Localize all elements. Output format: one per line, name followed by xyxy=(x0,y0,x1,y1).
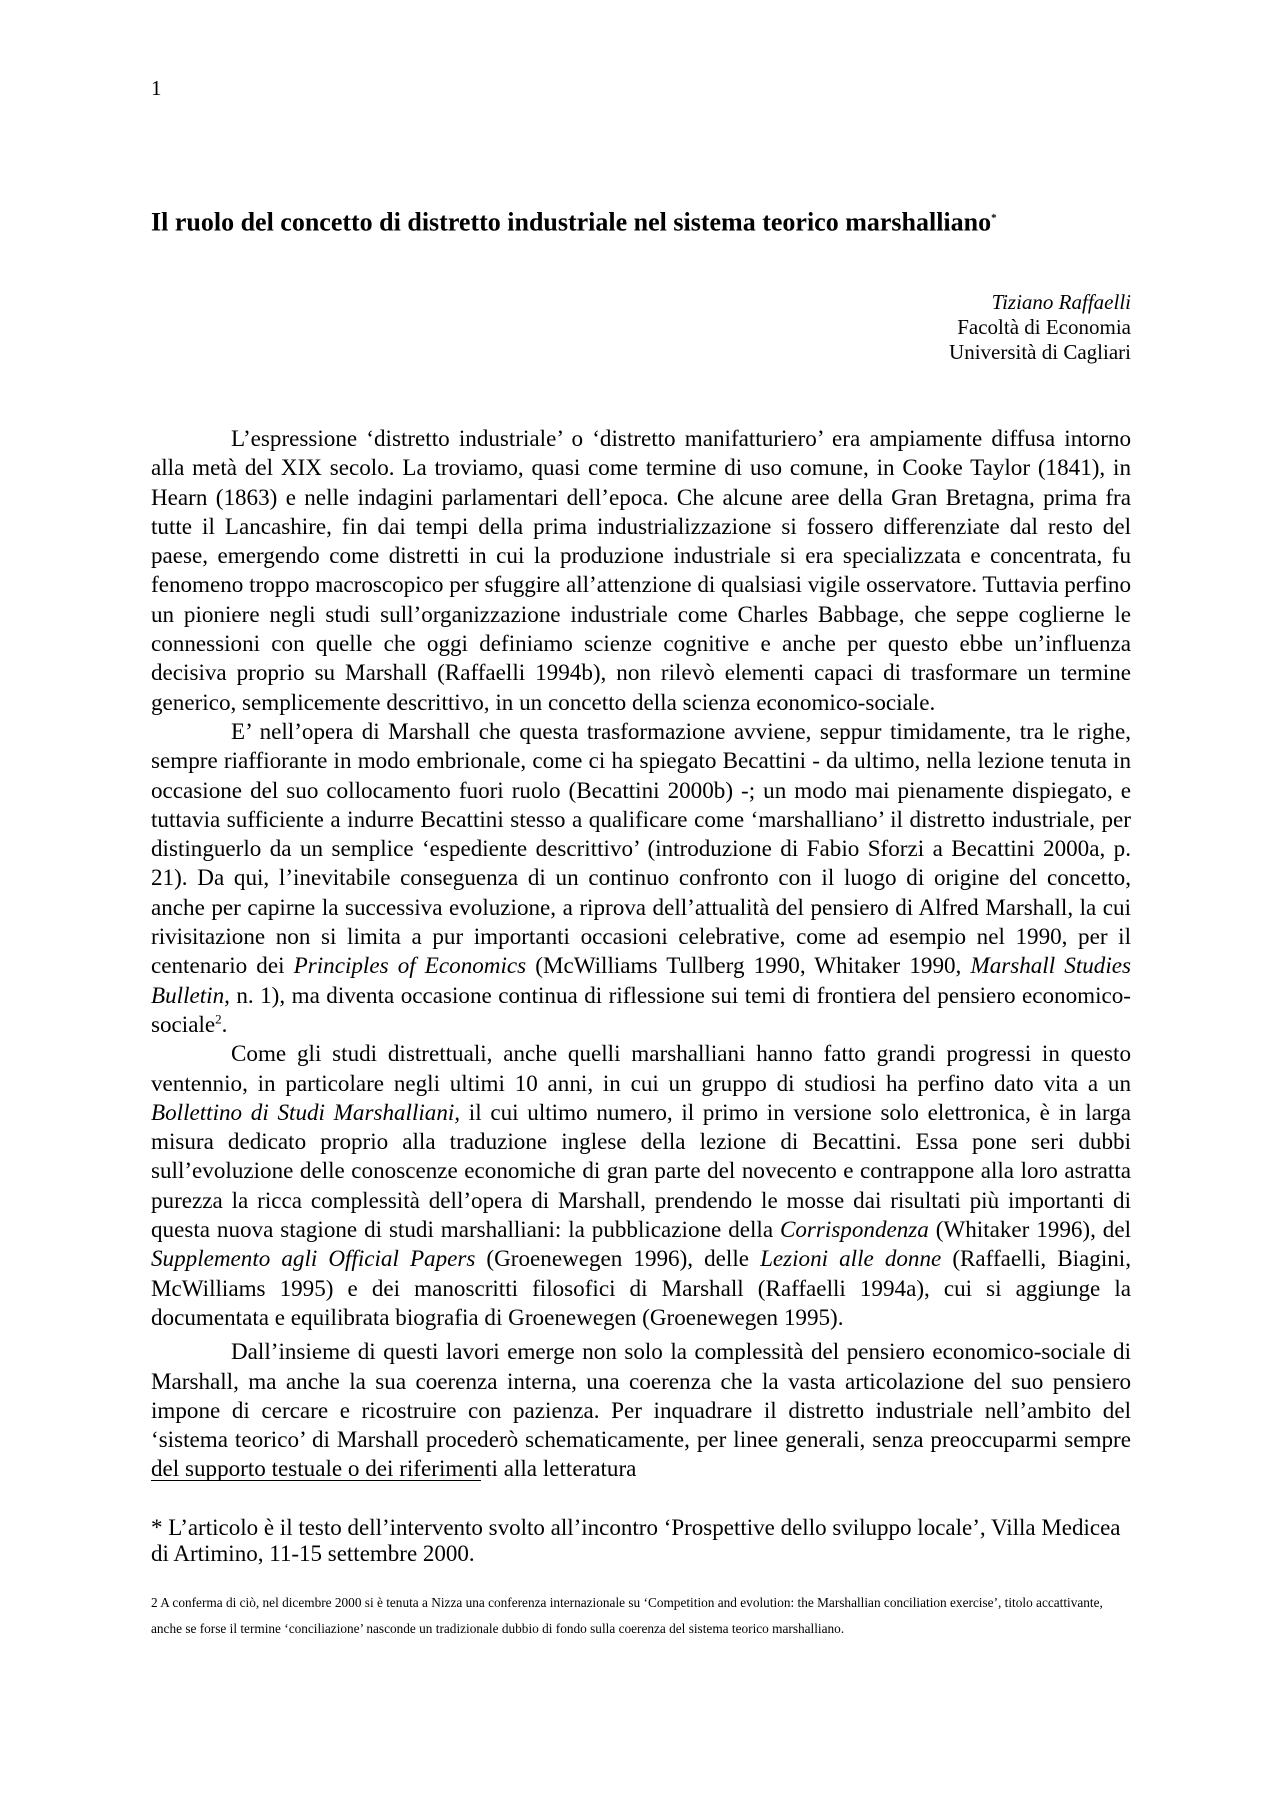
p2-book-title: Principles of Economics xyxy=(293,952,527,979)
p2-text-c: n. 1), ma diventa occasione continua di riflessione sui temi di frontiera del pensiero economico-sociale xyxy=(151,981,1131,1037)
page-number: 1 xyxy=(151,76,162,100)
title-footnote-mark: * xyxy=(991,212,997,224)
p3-text-a: Come gli studi distrettuali, anche quelli marshalliani hanno fatto grandi progressi in questo ventennio, in particolare negli ultimi 10 anni, in cui un gruppo di studiosi ha perfino dato vita a un xyxy=(151,1040,1131,1096)
p3-text-c: (Whitaker 1996), del xyxy=(928,1216,1131,1243)
p2-journal-title: Marshall Studies Bulletin, xyxy=(151,952,1131,1008)
footnote-2: 2 A conferma di ciò, nel dicembre 2000 si è tenuta a Nizza una conferenza internazionale su ‘Competition and evolution: the Marshallian conciliation exercise’, titolo accattivante, anche se forse il termine ‘conciliazione’ nasconde un tradizionale dubbio di fondo sulla coerenza del sistema teorico marshalliano. xyxy=(151,1595,1103,1636)
p2-text-b: (McWilliams Tullberg 1990, Whitaker 1990, xyxy=(526,952,971,979)
p3-lezioni-title: Lezioni alle donne xyxy=(760,1245,942,1272)
paragraph-1: L’espressione ‘distretto industriale’ o ‘distretto manifatturiero’ era ampiamente diffusa intorno alla metà del XIX secolo. La troviamo, quasi come termine di uso comune, in Cooke Taylor (1841), in Hearn (1863) e nelle indagini parlamentari dell’epoca. Che alcune aree della Gran Bretagna, prima fra tutte il Lancashire, fin dai tempi della prima industrializzazione si fossero differenziate dal resto del paese, emergendo come distretti in cui la produzione industriale si era specializzata e concentrata, fu fenomeno troppo macroscopico per sfuggire all’attenzione di qualsiasi vigile osservatore. Tuttavia perfino un pioniere negli studi sull’organizzazione industriale come Charles Babbage, che seppe coglierne le connessioni con quelle che oggi definiamo scienze cognitive e anche per questo ebbe un’influenza decisiva proprio su Marshall (Raffaelli 1994b), non rilevò elementi capaci di trasformare un termine generico, semplicemente descrittivo, in un concetto della scienza economico-sociale. xyxy=(151,425,1131,715)
p3-text-b: il cui ultimo numero, il primo in versione solo elettronica, è in larga misura dedicato proprio alla traduzione inglese della lezione di Becattini. Essa pone seri dubbi sull’evoluzione delle conoscenze economiche di gran parte del novecento e contrappone alla loro astratta purezza la ricca complessità dell’opera di Marshall, prendendo le mosse dai risultati più importanti di questa nuova stagione di studi marshalliani: la pubblicazione della xyxy=(151,1098,1132,1243)
author-faculty: Facoltà di Economia xyxy=(957,315,1131,339)
paragraph-2 xyxy=(151,717,1131,1039)
body-text xyxy=(151,424,1131,1484)
footnote-star: * L’articolo è il testo dell’intervento svolto all’incontro ‘Prospettive dello sviluppo locale’, Villa Medicea di Artimino, 11-15 settembre 2000. xyxy=(151,1515,1121,1566)
p2-text-a: E’ nell’opera di Marshall che questa trasformazione avviene, seppur timidamente, tra le righe, sempre riaffiorante in modo embrionale, come ci ha spiegato Becattini - da ultimo, nella lezione tenuta in occasione del suo collocamento fuori ruolo (Becattini 2000b) -; un modo mai pienamente dispiegato, e tuttavia sufficiente a indurre Becattini stesso a qualificare come ‘marshalliano’ il distretto industriale, per distinguerlo da un semplice ‘espediente descrittivo’ (introduzione di Fabio Sforzi a Becattini 2000a, p. 21). Da qui, l’inevitabile conseguenza di un continuo confronto con il luogo di origine del concetto, anche per capirne la successiva evoluzione, a riprova dell’attualità del pensiero di Alfred Marshall, la cui rivisitazione non si limita a pur importanti occasioni celebrative, come ad esempio nel 1990, per il centenario dei xyxy=(151,717,1131,979)
footnote-separator xyxy=(151,1480,481,1481)
document-title xyxy=(151,202,1131,239)
p3-corrispondenza-title: Corrispondenza xyxy=(779,1216,929,1243)
p3-text-d: (Groenewegen 1996), delle xyxy=(475,1245,761,1272)
p2-text-d: . xyxy=(221,1010,228,1037)
author-university: Università di Cagliari xyxy=(949,340,1131,364)
p3-text-e: (Raffaelli, Biagini, McWilliams 1995) e dei manoscritti filosofici di Marshall (Raffaelli 1994a), cui si aggiunge la documentata e equilibrata biografia di Groenewegen (Groenewegen 1995). xyxy=(151,1245,1131,1330)
author-block xyxy=(800,290,1131,365)
paragraph-3 xyxy=(151,1039,1131,1332)
title-text: Il ruolo del concetto di distretto industriale nel sistema teorico marshalliano xyxy=(151,207,992,237)
p3-supplemento-title: Supplemento agli Official Papers xyxy=(151,1245,476,1272)
paragraph-4: Dall’insieme di questi lavori emerge non solo la complessità del pensiero economico-sociale di Marshall, ma anche la sua coerenza interna, una coerenza che la vasta articolazione del suo pensiero impone di cercare e ricostruire con pazienza. Per inquadrare il distretto industriale nell’ambito del ‘sistema teorico’ di Marshall procederò schematicamente, per linee generali, senza preoccuparmi sempre del supporto testuale o dei riferimenti alla letteratura xyxy=(151,1338,1131,1482)
p3-bollettino-title: Bollettino di Studi Marshalliani, xyxy=(151,1098,461,1125)
footnote-ref-2[interactable]: 2 xyxy=(215,1011,222,1027)
author-name: Tiziano Raffaelli xyxy=(991,290,1131,314)
